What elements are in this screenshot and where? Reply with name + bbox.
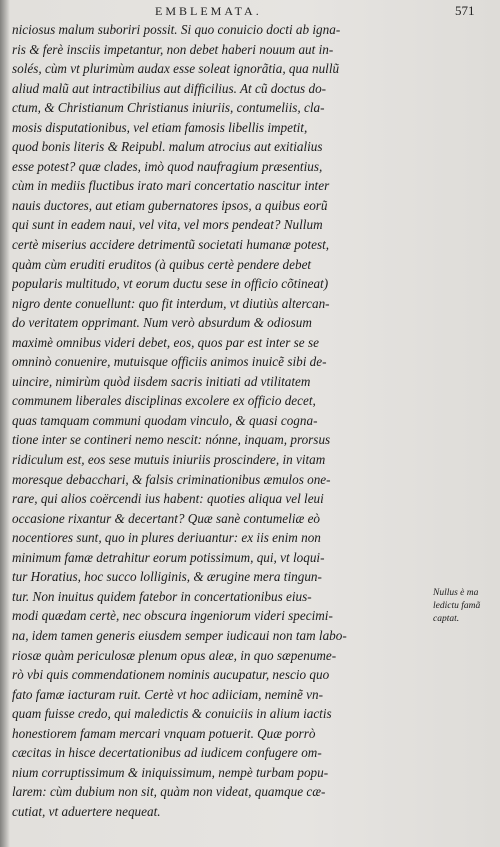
text-line: modi quædam certè, nec obscura ingeniorum videri specimi- [12,608,333,624]
text-line: cæcitas in hisce decertationibus ad iudicem confugere om- [12,745,322,761]
text-line: communem liberales disciplinas excolere ex officio decet, [12,393,316,409]
marginal-note-line: ledictu famã [433,601,481,611]
marginal-note-line: captat. [433,614,460,624]
text-line: quam fuisse credo, qui maledictis & conuiciis in alium iactis [12,706,332,722]
text-line: niciosus malum suboriri possit. Si quo conuicio docti ab igna- [12,22,341,37]
text-line: maximè omnibus videri debet, eos, quos par est inter se se [12,334,319,350]
marginal-note [433,587,497,626]
text-line: tione inter se contineri nemo nescit: nónne, inquam, prorsus [12,432,331,448]
text-line: omninò conuenire, mutuisque officiis animos inuicẽ sibi de- [12,354,327,370]
text-line: certè miserius accidere detrimentũ societati humanæ potest, [12,237,330,253]
text-line: moresque debacchari, & falsis criminationibus æmulos one- [12,471,331,487]
text-line: nium corruptissimum & iniquissimum, nempè turbam popu- [12,764,329,780]
text-line: ris & ferè insciis impetantur, non debet haberi nouum aut in- [12,41,334,57]
text-line: solés, cùm vt plurimùm audax esse soleat ignorãtia, qua nullũ [12,61,340,77]
body-text [12,20,430,821]
running-title: EMBLEMATA. [155,4,262,18]
text-line: na, idem tamen generis eiusdem semper iudicaui non tam labo- [12,627,347,643]
text-line: nauis ductores, aut etiam gubernatores ipsos, a quibus eorũ [12,197,328,213]
text-line: rò vbi quis commendationem nominis aucupatur, nescio quo [12,667,330,683]
text-line: larem: cùm dubium non sit, quàm non videat, quamque cæ- [12,784,326,800]
text-line: popularis multitudo, vt eorum ductu sese in officio cõtineat) [12,276,329,292]
text-line: quàm cùm eruditi eruditos (à quibus certè pendere debet [12,256,312,272]
text-line: cutiat, vt aduertere nequeat. [12,803,161,819]
text-line: uincire, nimirùm quòd iisdem sacris initiati ad vtilitatem [12,373,311,389]
text-line: minimum famæ detrahitur eorum potissimum, qui, vt loqui- [12,549,325,565]
text-line: occasione rixantur & decertant? Quæ sanè contumeliæ eò [12,510,321,526]
text-line: mosis disputationibus, vel etiam famosis libellis impetit, [12,119,308,135]
text-line: nocentiores sunt, quo in plures deriuantur: ex iis enim non [12,530,321,546]
text-line: riosæ quàm periculosæ plenum opus aleæ, in quo sæpenume- [12,647,337,663]
text-line: fato famæ iacturam ruit. Certè vt hoc adiiciam, neminẽ vn- [12,686,323,702]
text-line: ctum, & Christianum Christianus iniuriis, contumeliis, cla- [12,100,325,116]
text-line: rare, qui alios coërcendi ius habent: quoties aliqua vel leui [12,491,324,507]
marginal-note-line: Nullus è ma [433,588,479,598]
text-line: cùm in mediis fluctibus irato mari concertatio nascitur inter [12,178,330,194]
text-line: tur. Non inuitus quidem fatebor in concertationibus eius- [12,588,312,604]
text-line: ridiculum est, eos sese mutuis iniuriis proscindere, in vitam [12,452,326,468]
text-line: aliud malũ aut intractibilius aut difficilius. At cũ doctus do- [12,80,327,96]
gutter-shadow [0,0,10,847]
page-number: 571 [455,3,475,18]
text-line: honestiorem famam mercari vnquam potuerit. Quæ porrò [12,725,316,741]
text-line: esse potest? quæ clades, imò quod naufragium præsentius, [12,158,323,174]
text-line: tur Horatius, hoc succo lolliginis, & ærugine mera tingun- [12,569,322,585]
text-line: do veritatem opprimant. Num verò absurdum & odiosum [12,315,312,331]
text-line: qui sunt in eadem naui, vel vita, vel mors pendeat? Nullum [12,217,323,233]
text-line: quas tamquam communi quodam vinculo, & quasi cogna- [12,412,318,428]
text-line: nigro dente conuellunt: quo fit interdum, vt diutiùs altercan- [12,295,330,311]
text-line: quod bonis literis & Reipubl. malum atrocius aut exitialius [12,139,323,155]
